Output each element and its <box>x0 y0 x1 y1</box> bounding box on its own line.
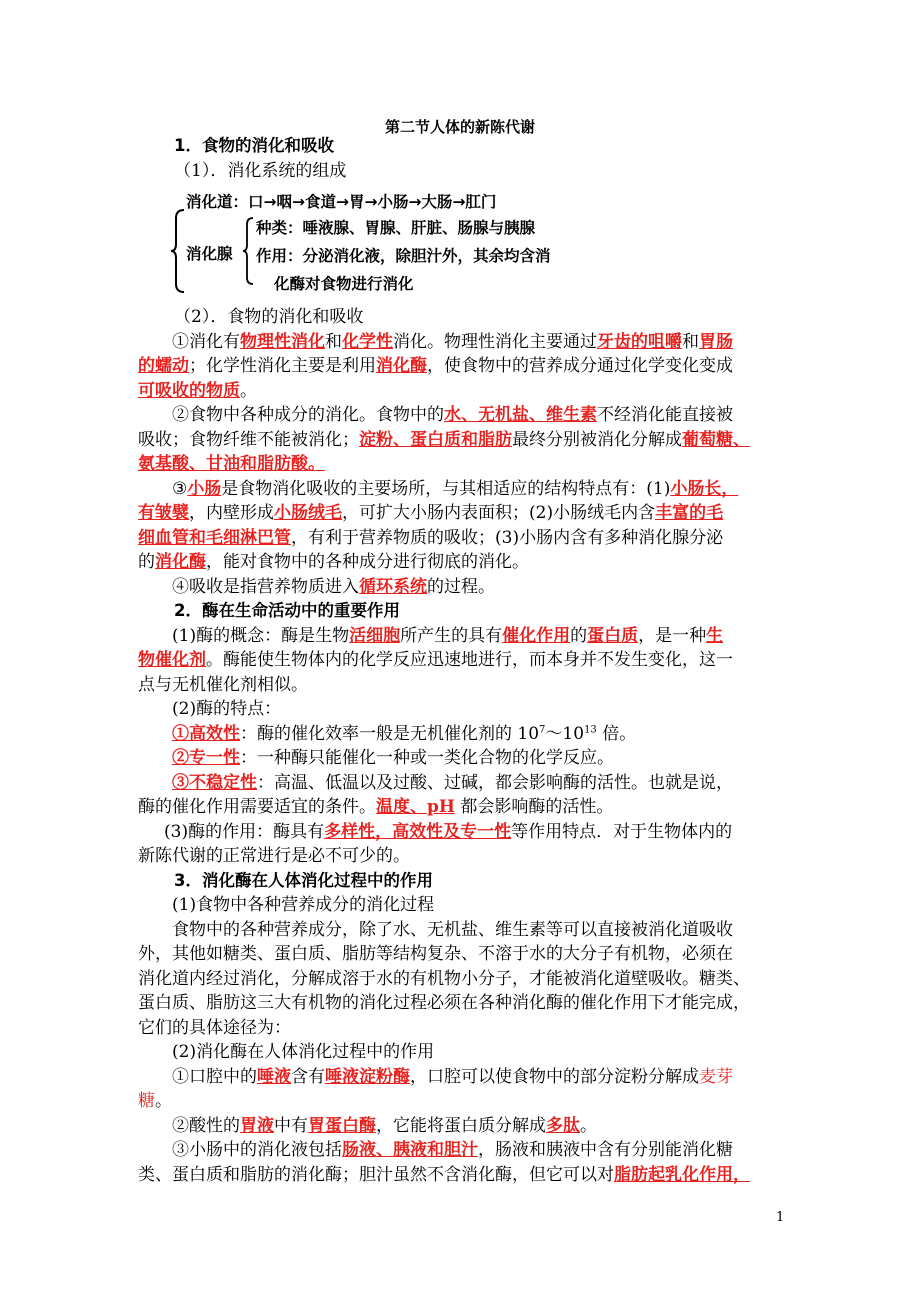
paragraph <box>138 1114 798 1139</box>
keyword: ②专一性 <box>172 748 240 768</box>
keyword: 胃液 <box>240 1115 274 1136</box>
paragraph: 消化道内经过消化，分解成溶于水的有机物小分子，才能被消化道壁吸收。糖类、 <box>138 968 750 989</box>
paragraph <box>138 795 798 820</box>
keyword: 唾液 <box>257 1066 291 1087</box>
exponent: 7 <box>539 723 546 735</box>
keyword: 唾液淀粉酶 <box>325 1066 410 1087</box>
text: 和 <box>682 331 699 352</box>
text: ②酸性的 <box>172 1115 240 1136</box>
section-1-heading: 1．食物的消化和吸收 <box>174 136 334 155</box>
text: ，能对食物中的各种成分进行彻底的消化。 <box>206 552 529 572</box>
paragraph <box>138 1163 798 1188</box>
text: (1)酶的概念：酶是生物 <box>172 625 350 646</box>
text: 类、蛋白质和脂肪的消化酶；胆汁虽然不含消化酶，但它可以对 <box>138 1164 614 1185</box>
text: ，可扩大小肠内表面积；(2)小肠绒毛内含 <box>342 503 656 523</box>
keyword: 催化作用 <box>502 625 571 646</box>
exponent: 13 <box>584 723 597 735</box>
digestive-system-diagram <box>170 188 590 296</box>
keyword: 生 <box>706 625 724 646</box>
text: ，内壁形成 <box>189 503 274 523</box>
text: 等作用特点．对于生物体内的 <box>511 821 733 842</box>
paragraph: 蛋白质、脂肪这三大有机物的消化过程必须在各种消化酶的催化作用下才能完成， <box>138 993 750 1013</box>
text: ，使食物中的营养成分通过化学变化变成 <box>427 356 733 376</box>
text: 消化。物理性消化主要通过 <box>393 331 597 352</box>
text: 最终分别被消化分解成 <box>512 429 682 450</box>
text: ③ <box>172 478 188 499</box>
diagram-function-2: 化酶对食物进行消化 <box>274 275 414 293</box>
keyword: 循环系统 <box>359 576 427 597</box>
keyword: 小肠绒毛 <box>274 503 342 523</box>
text: 是食物消化吸收的主要场所，与其相适应的结构特点有：(1) <box>221 478 671 499</box>
keyword: 小肠长， <box>670 478 739 499</box>
text: 的过程。 <box>427 576 495 597</box>
paragraph: 食物中的各种营养成分，除了水、无机盐、维生素等可以直接被消化道吸收 <box>172 919 733 940</box>
keyword: ①高效性 <box>172 723 240 744</box>
keyword: 胃肠 <box>699 331 733 352</box>
text: ：高温、低温以及过酸、过碱，都会影响酶的活性。也就是说， <box>257 772 733 793</box>
diagram-gland: 消化腺 <box>186 245 233 263</box>
paragraph: 新陈代谢的正常进行是必不可少的。 <box>138 846 410 866</box>
trait-instability <box>138 771 798 796</box>
text: 的 <box>138 552 155 572</box>
section-3-heading: 3．消化酶在人体消化过程中的作用 <box>174 870 433 890</box>
text: 倍。 <box>596 723 637 744</box>
paragraph: 点与无机催化剂相似。 <box>138 674 308 695</box>
keyword: 化学性 <box>342 331 393 352</box>
text: 。 <box>580 1115 597 1136</box>
text: 吸收；食物纤维不能被消化； <box>138 429 359 450</box>
text: ～10 <box>545 723 585 744</box>
text: 酶的催化作用需要适宜的条件。 <box>138 797 376 817</box>
text: 的 <box>570 625 588 646</box>
keyword: 牙齿的咀嚼 <box>597 331 682 352</box>
text: ：酶的催化效率一般是无机催化剂的 10 <box>240 723 540 744</box>
keyword: 淀粉、蛋白质和脂肪 <box>359 429 512 450</box>
keyword: 麦芽 <box>699 1066 733 1087</box>
diagram-types: 种类：唾液腺、胃腺、肝脏、肠腺与胰腺 <box>256 219 536 237</box>
text: 中有 <box>274 1115 308 1136</box>
paragraph: 外，其他如糖类、蛋白质、脂肪等结构复杂、不溶于水的大分子有机物，必须在 <box>138 944 733 964</box>
text: ③小肠中的消化液包括 <box>172 1140 342 1160</box>
paragraph <box>130 820 798 845</box>
text: ，有利于营养物质的吸收；(3)小肠内含有多种消化腺分泌 <box>291 527 724 548</box>
keyword: 物催化剂 <box>138 650 206 670</box>
keyword: 脂肪起乳化作用， <box>614 1164 750 1185</box>
paragraph <box>138 550 798 575</box>
keyword: 有皱襞 <box>138 503 189 523</box>
keyword: 细血管和毛细淋巴管 <box>138 527 291 548</box>
keyword: 蛋白质 <box>587 625 639 646</box>
text: 含有 <box>291 1066 325 1087</box>
paragraph: 它们的具体途径为： <box>138 1017 291 1038</box>
paragraph <box>138 1138 798 1163</box>
paragraph <box>138 1065 798 1090</box>
keyword: 可吸收的物质 <box>138 380 240 401</box>
text: ；化学性消化主要是利用 <box>189 356 376 376</box>
text: 所产生的具有 <box>400 625 503 646</box>
keyword: 小肠 <box>187 478 222 499</box>
trait-specificity <box>138 746 798 771</box>
keyword: 氨基酸、甘油和脂肪酸。 <box>138 454 325 474</box>
keyword: 水、无机盐、维生素 <box>444 405 597 425</box>
text: ，是一种 <box>638 625 707 646</box>
section-1-sub1: （1）．消化系统的组成 <box>174 160 347 181</box>
text: 和 <box>325 331 342 352</box>
text: ④吸收是指营养物质进入 <box>172 576 359 597</box>
paragraph <box>138 1089 798 1114</box>
text: ，肠液和胰液中含有分别能消化糖 <box>478 1140 733 1160</box>
paragraph <box>138 575 798 600</box>
diagram-function-1: 作用：分泌消化液，除胆汁外，其余均含消 <box>256 247 551 265</box>
paragraph <box>138 354 798 379</box>
paragraph <box>138 379 798 404</box>
text: ①口腔中的 <box>172 1066 257 1087</box>
keyword: 的蠕动 <box>138 356 189 376</box>
keyword: 消化酶 <box>155 552 206 572</box>
paragraph: (2)消化酶在人体消化过程中的作用 <box>172 1042 435 1062</box>
page-title: 第二节人体的新陈代谢 <box>384 118 535 136</box>
paragraph <box>138 624 798 649</box>
text: ：一种酶只能催化一种或一类化合物的化学反应。 <box>240 748 614 768</box>
section-1 <box>138 134 798 183</box>
paragraph <box>138 526 798 551</box>
section-1-body <box>138 305 798 1187</box>
page-number: 1 <box>776 1210 785 1225</box>
text: 。 <box>155 1091 172 1111</box>
keyword: 丰富的毛 <box>655 503 724 523</box>
text: 不经消化能直接被 <box>597 405 733 425</box>
inner-brace-icon <box>242 216 254 286</box>
keyword: 物理性消化 <box>240 331 325 352</box>
keyword: 肠液、胰液和胆汁 <box>342 1140 478 1160</box>
paragraph <box>138 330 798 355</box>
text: ②食物中各种成分的消化。食物中的 <box>172 405 444 425</box>
paragraph: (1)食物中各种营养成分的消化过程 <box>172 895 435 915</box>
section-1-sub2: （2）．食物的消化和吸收 <box>174 307 364 327</box>
trait-high-efficiency <box>138 722 798 747</box>
text: 。 <box>240 380 257 401</box>
keyword: 多肽 <box>546 1115 580 1136</box>
keyword: 葡萄糖、 <box>682 429 750 450</box>
text: ，它能将蛋白质分解成 <box>376 1115 546 1136</box>
keyword: 消化酶 <box>376 356 427 376</box>
paragraph <box>138 428 798 453</box>
paragraph <box>138 452 798 477</box>
text: (3)酶的作用：酶具有 <box>164 821 325 842</box>
paragraph <box>138 648 798 673</box>
keyword: ③不稳定性 <box>172 772 257 793</box>
outer-brace-icon <box>170 208 186 294</box>
text: ①消化有 <box>172 331 240 352</box>
paragraph: (2)酶的特点： <box>172 699 282 719</box>
paragraph <box>138 403 798 428</box>
keyword: 糖 <box>138 1091 155 1111</box>
diagram-tract: 消化道：口→咽→食道→胃→小肠→大肠→肛门 <box>186 193 497 211</box>
text: ，口腔可以使食物中的部分淀粉分解成 <box>410 1066 699 1087</box>
section-2-heading: 2．酶在生命活动中的重要作用 <box>174 601 400 620</box>
keyword: 温度、pH <box>376 797 455 817</box>
paragraph <box>138 501 798 526</box>
text: 。酶能使生物体内的化学反应迅速地进行，而本身并不发生变化，这一 <box>206 650 733 670</box>
keyword: 多样性，高效性及专一性 <box>324 821 512 842</box>
keyword: 活细胞 <box>349 625 401 646</box>
paragraph <box>138 477 798 502</box>
text: 都会影响酶的活性。 <box>454 797 614 817</box>
keyword: 胃蛋白酶 <box>308 1115 376 1136</box>
